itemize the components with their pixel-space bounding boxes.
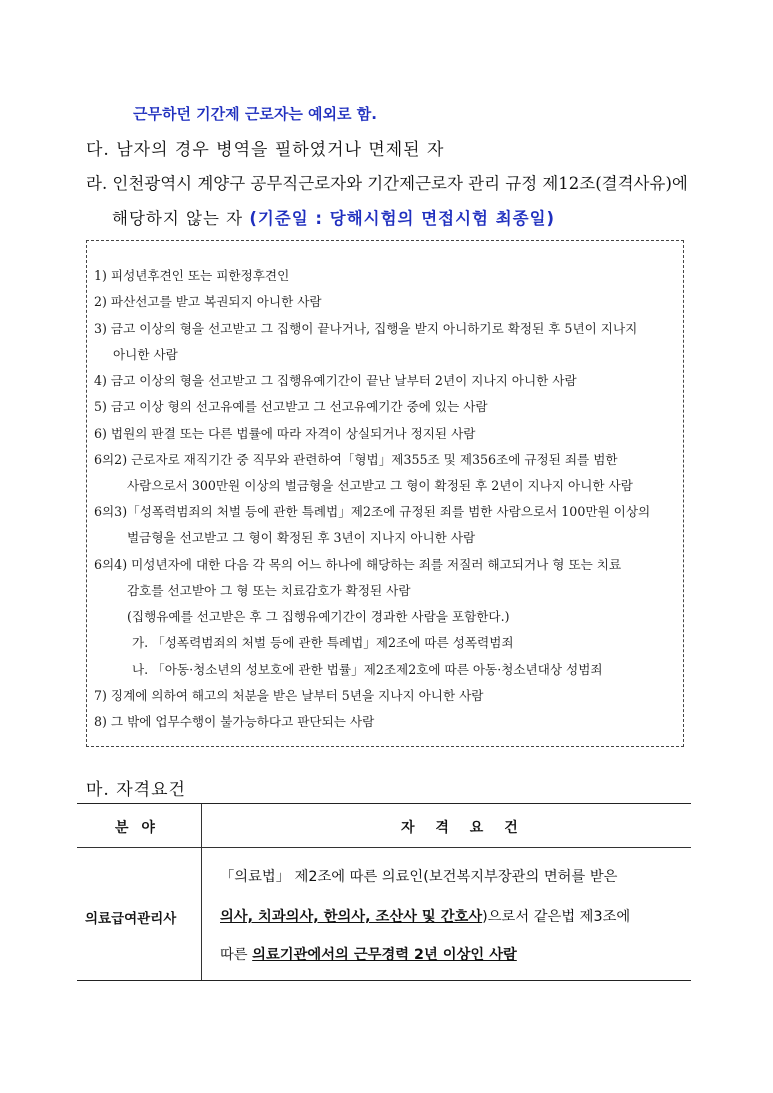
licensed-professions: 의사, 치과의사, 한의사, 조산사 및 간호사 — [220, 909, 483, 925]
requirement-line — [220, 944, 517, 964]
disqualification-item: 가. 「성폭력범죄의 처벌 등에 관한 특례법」제2조에 따른 성폭력범죄 — [132, 635, 514, 650]
table-header-row — [77, 804, 691, 848]
section-qualifications-title: 마. 자격요건 — [86, 780, 186, 800]
disqualification-item: 3) 금고 이상의 형을 선고받고 그 집행이 끝나거나, 집행을 받지 아니하기로 확정된 후 5년이 지나지 — [94, 321, 638, 336]
field-cell: 의료급여관리사 — [85, 911, 177, 927]
disqualification-item: 6의3)「성폭력범죄의 처벌 등에 관한 특례법」제2조에 규정된 죄를 범한 사람으로서 100만원 이상의 — [94, 504, 651, 519]
reference-date: (기준일 : 당해시험의 면접시험 최종일) — [249, 209, 556, 228]
experience-requirement: 의료기관에서의 근무경력 2년 이상인 사람 — [252, 947, 517, 963]
disqualification-item: 6의4) 미성년자에 대한 다음 각 목의 어느 하나에 해당하는 죄를 저질러 해고되거나 형 또는 치료 — [94, 557, 622, 572]
disqualification-item: 사람으로서 300만원 이상의 벌금형을 선고받고 그 형이 확정된 후 2년이 지나지 아니한 사람 — [127, 478, 633, 493]
requirement-line: 「의료법」 제2조에 따른 의료인(보건복지부장관의 면허를 받은 — [220, 869, 618, 885]
note-regulation-text: 해당하지 않는 자 — [112, 209, 244, 228]
disqualification-item: 8) 그 밖에 업무수행이 불가능하다고 판단되는 사람 — [94, 714, 375, 729]
note-military: 다. 남자의 경우 병역을 필하였거나 면제된 자 — [86, 140, 445, 160]
disqualification-item: 1) 피성년후견인 또는 피한정후견인 — [94, 268, 290, 283]
disqualification-box — [86, 240, 684, 747]
requirement-text: 따른 — [220, 947, 253, 963]
disqualification-item: (집행유예를 선고받은 후 그 집행유예기간이 경과한 사람을 포함한다.) — [127, 609, 510, 624]
disqualification-item: 4) 금고 이상의 형을 선고받고 그 집행유예기간이 끝난 날부터 2년이 지나지 아니한 사람 — [94, 373, 577, 388]
disqualification-item: 5) 금고 이상 형의 선고유예를 선고받고 그 선고유예기간 중에 있는 사람 — [94, 399, 488, 414]
requirement-text: )으로서 같은법 제3조에 — [482, 909, 631, 925]
disqualification-item: 7) 징계에 의하여 해고의 처분을 받은 날부터 5년을 지나지 아니한 사람 — [94, 688, 484, 703]
disqualification-item: 6) 법원의 판결 또는 다른 법률에 따라 자격이 상실되거나 정지된 사람 — [94, 426, 476, 441]
column-divider — [201, 804, 202, 980]
header-requirements: 자 격 요 건 — [401, 820, 526, 836]
disqualification-item: 벌금형을 선고받고 그 형이 확정된 후 3년이 지나지 아니한 사람 — [127, 530, 476, 545]
qualification-table — [77, 803, 691, 981]
note-exception: 근무하던 기간제 근로자는 예외로 함. — [133, 105, 377, 123]
note-regulation-cont — [112, 205, 555, 229]
disqualification-item: 아니한 사람 — [113, 347, 178, 362]
note-regulation: 라. 인천광역시 계양구 공무직근로자와 기간제근로자 관리 규정 제12조(결격사유)에 — [86, 174, 688, 193]
disqualification-item: 2) 파산선고를 받고 복권되지 아니한 사람 — [94, 294, 322, 309]
disqualification-item: 6의2) 근로자로 재직기간 중 직무와 관련하여「형법」제355조 및 제356조에 규정된 죄를 범한 — [94, 452, 618, 467]
disqualification-item: 나. 「아동·청소년의 성보호에 관한 법률」제2조제2호에 따른 아동·청소년대상 성범죄 — [132, 662, 603, 677]
disqualification-item: 감호를 선고받아 그 형 또는 치료감호가 확정된 사람 — [127, 583, 411, 598]
requirement-line — [220, 906, 630, 926]
header-field: 분 야 — [115, 820, 159, 836]
